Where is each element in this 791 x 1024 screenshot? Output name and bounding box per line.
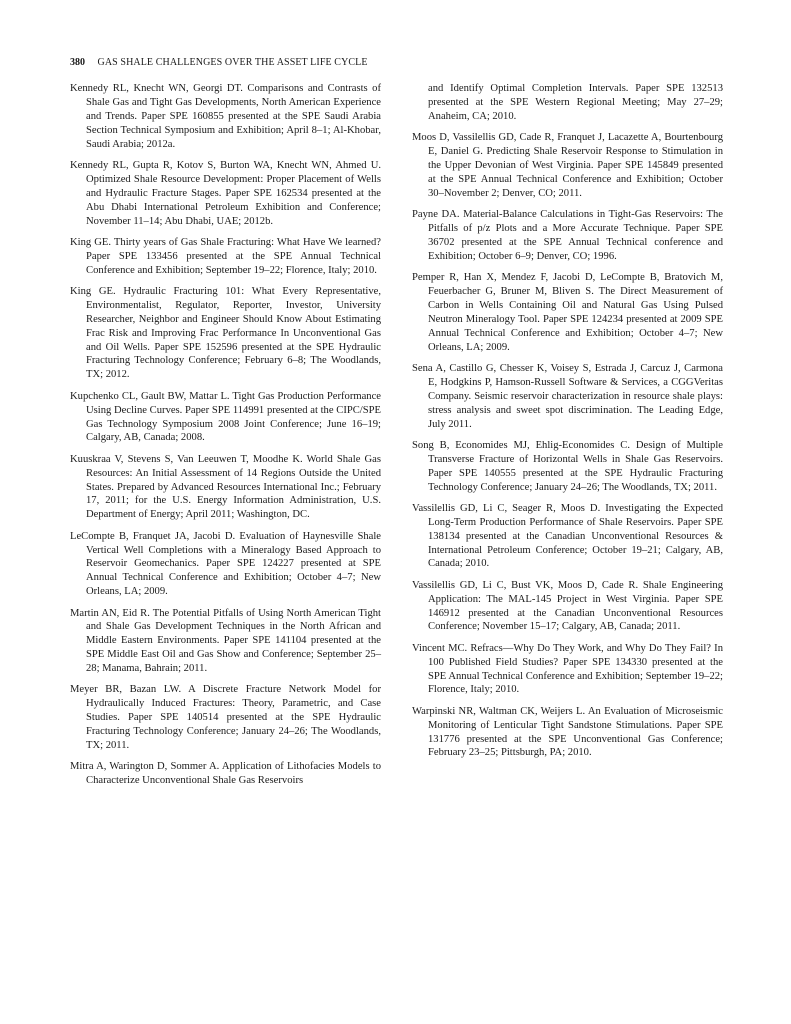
reference-entry: Moos D, Vassilellis GD, Cade R, Franquet J, Lacazette A, Bourtenbourg E, Daniel G. Predicting Shale Reservoir Response to Stimulation in the Upper Devonian of West Virginia. Paper SPE 145849 presented at the SPE Annual Technical Conference and Exhibition; October 30–November 2; Denver, CO; 2011. bbox=[412, 132, 723, 199]
reference-entry: Vassilellis GD, Li C, Bust VK, Moos D, Cade R. Shale Engineering Application: The MAL-145 Project in West Virginia. Paper SPE 146912 presented at the Canadian Unconventional Resources Conference; November 15–17; Calgary, AB, Canada; 2011. bbox=[412, 579, 723, 633]
reference-entry: Martin AN, Eid R. The Potential Pitfalls of Using North American Tight and Shale Gas Development Techniques in the North African and Middle Eastern Environments. Paper SPE 141104 presented at the SPE Middle East Oil and Gas Show and Conference; September 25–28; Manama, Bahrain; 2011. bbox=[70, 607, 381, 675]
reference-entry: Sena A, Castillo G, Chesser K, Voisey S, Estrada J, Carcuz J, Carmona E, Hodgkins P, Hamson-Russell Software & Services, a CGGVeritas Company. Seismic reservoir characterization in resource shale plays: stress analysis and sweet spot discrimination. The Leading Edge, July 2011. bbox=[412, 362, 723, 430]
reference-entry-continued: and Identify Optimal Completion Intervals. Paper SPE 132513 presented at the SPE Western Regional Meeting; May 27–29; Anaheim, CA; 2010. bbox=[428, 83, 723, 122]
page-number: 380 bbox=[70, 57, 85, 68]
reference-entry: Vincent MC. Refracs—Why Do They Work, and Why Do They Fail? In 100 Published Field Studies? Paper SPE 134330 presented at the SPE Annual Technical Conference and Exhibition; September 19–22; Florence, Italy; 2010. bbox=[412, 642, 723, 696]
running-header bbox=[70, 57, 368, 68]
reference-entry: Kennedy RL, Gupta R, Kotov S, Burton WA, Knecht WN, Ahmed U. Optimized Shale Resource Development: Proper Placement of Wells and Hydraulic Fracture Stages. Paper SPE 162534 presented at the Abu Dhabi International Petroleum Exhibition and Conference; November 11–14; Abu Dhabi, UAE; 2012b. bbox=[70, 159, 381, 227]
reference-entry: Meyer BR, Bazan LW. A Discrete Fracture Network Model for Hydraulically Induced Fractures: Theory, Parametric, and Case Studies. Paper SPE 140514 presented at the SPE Hydraulic Fracturing Technology Conference; January 24–26; The Woodlands, TX; 2011. bbox=[70, 684, 381, 752]
reference-entry: Kupchenko CL, Gault BW, Mattar L. Tight Gas Production Performance Using Decline Curves. Paper SPE 114991 presented at the CIPC/SPE Gas Technology Symposium 2008 Joint Conference; June 16–19; Calgary, AB, Canada; 2008. bbox=[70, 390, 381, 444]
reference-entry: Kuuskraa V, Stevens S, Van Leeuwen T, Moodhe K. World Shale Gas Resources: An Initial Assessment of 14 Regions Outside the United States. Prepared by Advanced Resources International Inc.; February 17, 2011; for the U.S. Energy Information Administration, U.S. Department of Energy; April 2011; Washington, DC. bbox=[70, 453, 381, 521]
references-right-column bbox=[412, 82, 723, 768]
running-title: GAS SHALE CHALLENGES OVER THE ASSET LIFE CYCLE bbox=[97, 57, 368, 68]
reference-entry: King GE. Thirty years of Gas Shale Fracturing: What Have We learned? Paper SPE 133456 presented at the SPE Annual Technical Conference and Exhibition; September 19–22; Florence, Italy; 2010. bbox=[70, 236, 381, 276]
reference-entry: Mitra A, Warington D, Sommer A. Application of Lithofacies Models to Characterize Unconventional Shale Gas Reservoirs bbox=[70, 761, 381, 787]
reference-entry: Warpinski NR, Waltman CK, Weijers L. An Evaluation of Microseismic Monitoring of Lenticular Tight Sandstone Stimulations. Paper SPE 131776 presented at the SPE Unconventional Gas Conference; February 23–25; Pittsburgh, PA; 2010. bbox=[412, 705, 723, 759]
reference-entry: Song B, Economides MJ, Ehlig-Economides C. Design of Multiple Transverse Fracture of Horizontal Wells in Shale Gas Reservoirs. Paper SPE 140555 presented at the SPE Hydraulic Fracturing Technology Conference; January 24–26; The Woodlands, TX; 2011. bbox=[412, 439, 723, 493]
reference-entry: LeCompte B, Franquet JA, Jacobi D. Evaluation of Haynesville Shale Vertical Well Completions with a Mineralogy Based Approach to Reservoir Geomechanics. Paper SPE 124227 presented at SPE Annual Technical Conference and Exhibition; October 4–7; New Orleans, LA; 2009. bbox=[70, 530, 381, 598]
references-left-column bbox=[70, 82, 381, 796]
reference-entry: Vassilellis GD, Li C, Seager R, Moos D. Investigating the Expected Long-Term Production Performance of Shale Reservoirs. Paper SPE 138134 presented at the Canadian Unconventional Resources & International Petroleum Conference; October 19–21; Calgary, AB, Canada; 2010. bbox=[412, 502, 723, 570]
reference-entry: Kennedy RL, Knecht WN, Georgi DT. Comparisons and Contrasts of Shale Gas and Tight Gas Developments, North American Experience and Trends. Paper SPE 160855 presented at the SPE Saudi Arabia Section Technical Symposium and Exhibition; April 8–1; Al-Khobar, Saudi Arabia; 2012a. bbox=[70, 83, 381, 150]
reference-entry: Payne DA. Material-Balance Calculations in Tight-Gas Reservoirs: The Pitfalls of p/z Plots and a More Accurate Technique. Paper SPE 36702 presented at the SPE Annual Technical conference and Exhibition; October 6–9; Denver, CO; 1996. bbox=[412, 209, 723, 262]
reference-entry: Pemper R, Han X, Mendez F, Jacobi D, LeCompte B, Bratovich M, Feuerbacher G, Bruner M, Bliven S. The Direct Measurement of Carbon in Wells Containing Oil and Natural Gas Using Pulsed Neutron Mineralogy Tool. Paper SPE 124234 presented at 2009 SPE Annual Technical Conference and Exhibition; October 4–7; New Orleans, LA; 2009. bbox=[412, 272, 723, 353]
reference-entry: King GE. Hydraulic Fracturing 101: What Every Representative, Environmentalist, Regulator, Reporter, Investor, University Researcher, Neighbor and Engineer Should Know About Estimating Frac Risk and Improving Frac Performance In Unconventional Gas and Oil Wells. Paper SPE 152596 presented at the SPE Hydraulic Fracturing Technology Conference; February 6–8; The Woodlands, TX; 2012. bbox=[70, 285, 381, 381]
